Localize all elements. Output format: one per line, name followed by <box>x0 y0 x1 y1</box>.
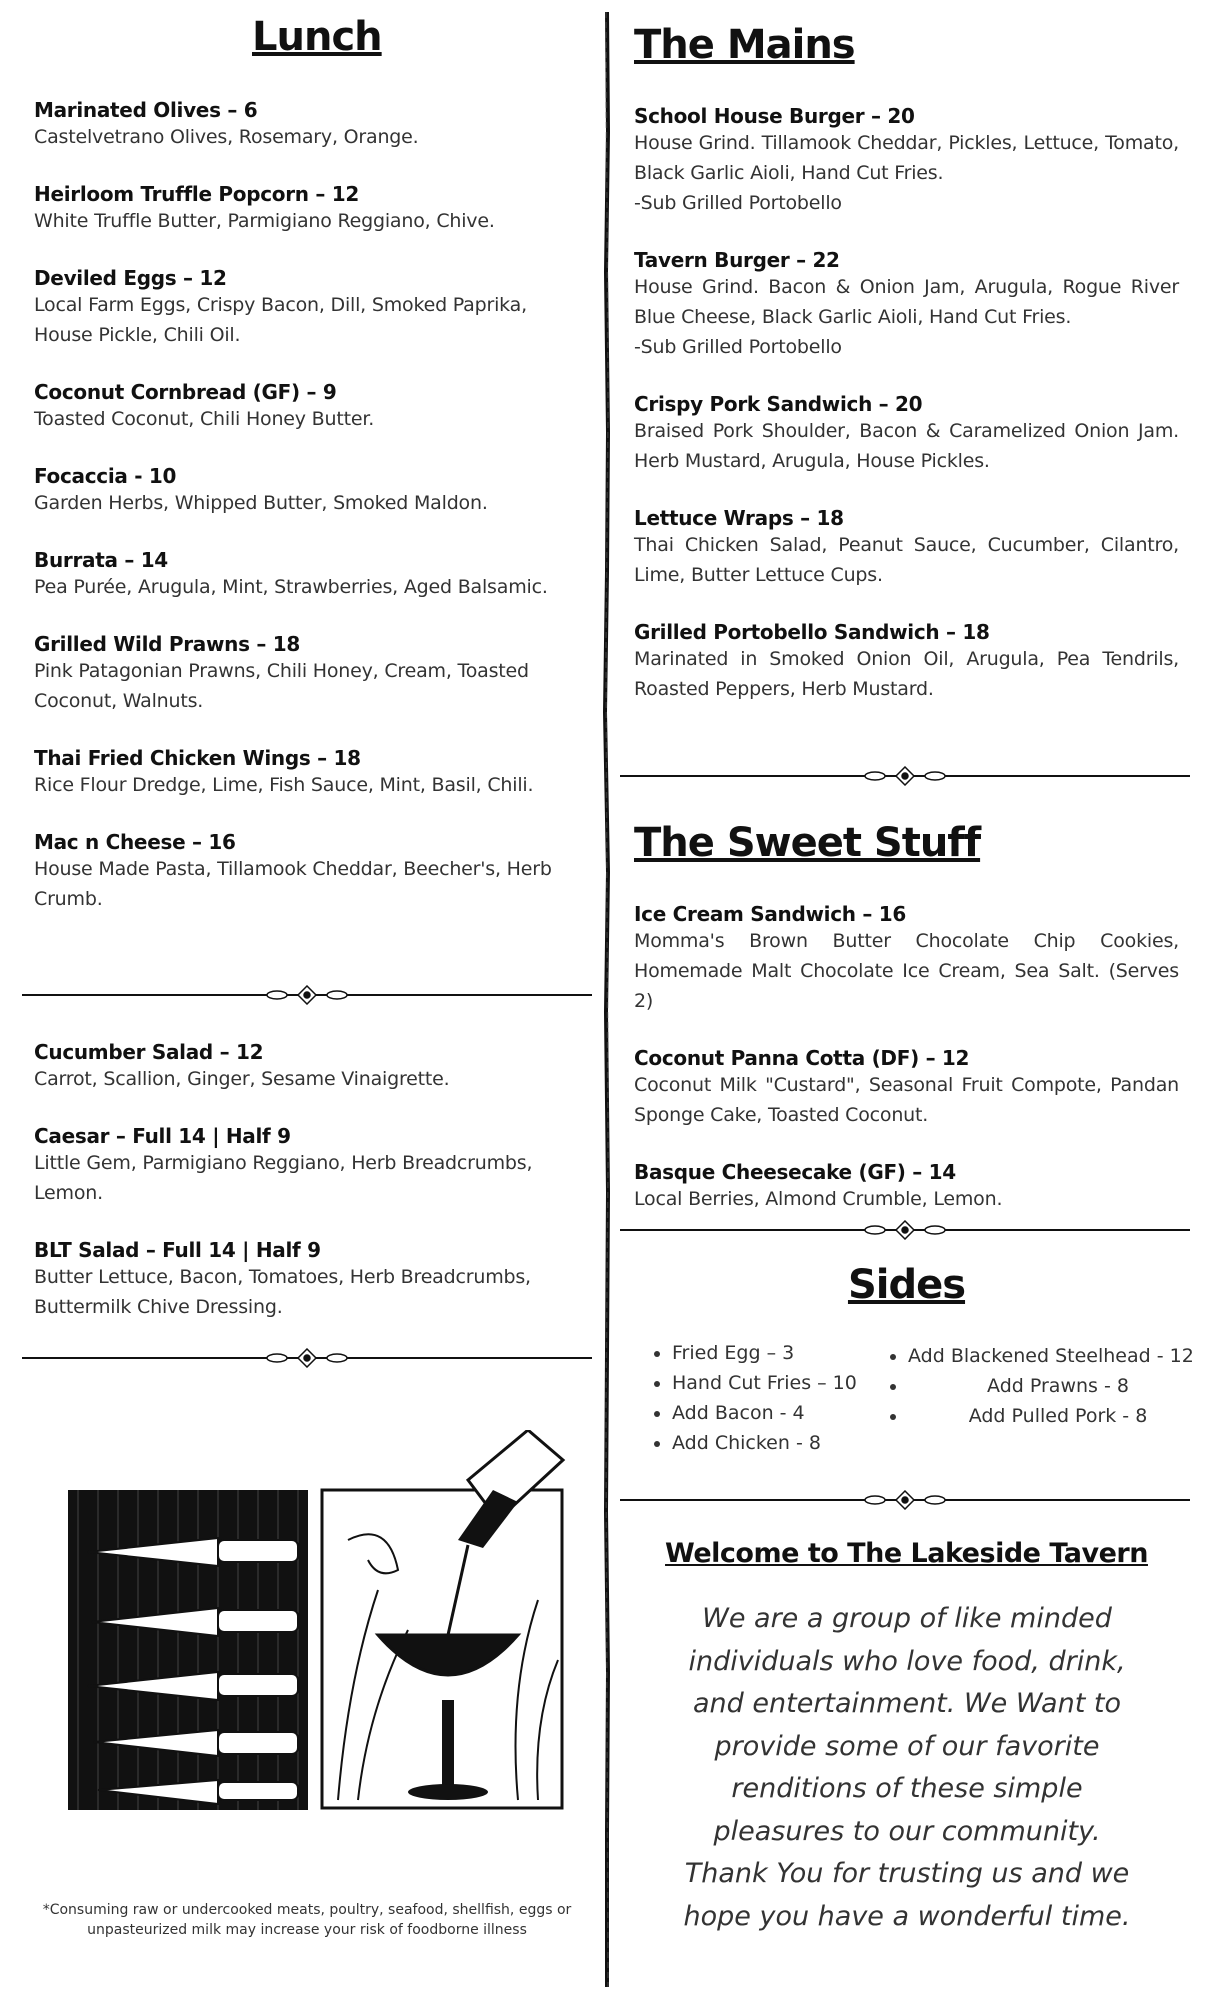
menu-item-description: Coconut Milk "Custard", Seasonal Fruit Compote, Pandan Sponge Cake, Toasted Coconut. <box>634 1074 1179 1126</box>
side-item: • Hand Cut Fries – 10 <box>672 1368 902 1398</box>
menu-item <box>34 548 566 602</box>
menu-item <box>634 248 1179 362</box>
mains-title: The Mains <box>634 22 855 68</box>
menu-item <box>34 98 566 152</box>
menu-item-name: Deviled Eggs – 12 <box>34 266 227 290</box>
sides-list-left <box>636 1338 902 1458</box>
menu-item-name: Ice Cream Sandwich – 16 <box>634 902 906 926</box>
menu-item-name: Basque Cheesecake (GF) – 14 <box>634 1160 956 1184</box>
salad-list <box>34 1040 566 1352</box>
menu-item-description: House Made Pasta, Tillamook Cheddar, Beecher's, Herb Crumb. <box>34 858 552 910</box>
side-item: • Add Bacon - 4 <box>672 1398 902 1428</box>
menu-item-description: Garden Herbs, Whipped Butter, Smoked Maldon. <box>34 492 488 514</box>
menu-item-description: House Grind. Tillamook Cheddar, Pickles, Lettuce, Tomato, Black Garlic Aioli, Hand Cut Fries. <box>634 132 1179 184</box>
side-item: • Add Prawns - 8 <box>908 1371 1208 1401</box>
menu-item-name: Mac n Cheese – 16 <box>34 830 236 854</box>
menu-item <box>34 380 566 434</box>
sides-title: Sides <box>847 1262 966 1308</box>
welcome-title: Welcome to The Lakeside Tavern <box>665 1538 1148 1569</box>
sweets-title: The Sweet Stuff <box>634 820 981 866</box>
menu-item-name: Lettuce Wraps – 18 <box>634 506 844 530</box>
menu-item <box>634 392 1179 476</box>
menu-item-description: Thai Chicken Salad, Peanut Sauce, Cucumber, Cilantro, Lime, Butter Lettuce Cups. <box>634 534 1179 586</box>
menu-item-name: School House Burger – 20 <box>634 104 915 128</box>
menu-item <box>34 464 566 518</box>
menu-item-description: Castelvetrano Olives, Rosemary, Orange. <box>34 126 419 148</box>
menu-item <box>34 266 566 350</box>
side-item: • Fried Egg – 3 <box>672 1338 902 1368</box>
menu-item <box>34 182 566 236</box>
sweets-list <box>634 902 1179 1244</box>
menu-item-name: Thai Fried Chicken Wings – 18 <box>34 746 361 770</box>
menu-item-description: Pink Patagonian Prawns, Chili Honey, Cream, Toasted Coconut, Walnuts. <box>34 660 529 712</box>
menu-item-description: Momma's Brown Butter Chocolate Chip Cookies, Homemade Malt Chocolate Ice Cream, Sea Salt. (Serves 2) <box>634 930 1179 1012</box>
ornament-divider-5 <box>620 1490 1190 1510</box>
knives-illustration <box>68 1490 308 1810</box>
menu-item-substitution: -Sub Grilled Portobello <box>634 336 842 358</box>
menu-item <box>34 746 566 800</box>
menu-item <box>634 902 1179 1016</box>
side-item: • Add Pulled Pork - 8 <box>908 1401 1208 1431</box>
menu-item <box>634 1046 1179 1130</box>
menu-item-name: Crispy Pork Sandwich – 20 <box>634 392 923 416</box>
menu-item-name: Coconut Panna Cotta (DF) – 12 <box>634 1046 970 1070</box>
menu-item <box>34 632 566 716</box>
menu-item-name: Grilled Wild Prawns – 18 <box>34 632 300 656</box>
menu-item-description: Local Farm Eggs, Crispy Bacon, Dill, Smoked Paprika, House Pickle, Chili Oil. <box>34 294 527 346</box>
ornament-divider-3 <box>620 766 1190 786</box>
menu-item-name: Tavern Burger – 22 <box>634 248 840 272</box>
menu-item <box>34 1040 566 1094</box>
mains-list <box>634 104 1179 734</box>
ornament-divider-2 <box>22 1348 592 1368</box>
menu-item-name: BLT Salad – Full 14 | Half 9 <box>34 1238 321 1262</box>
menu-item-name: Cucumber Salad – 12 <box>34 1040 264 1064</box>
menu-item <box>34 1238 566 1322</box>
menu-item-description: Marinated in Smoked Onion Oil, Arugula, Pea Tendrils, Roasted Peppers, Herb Mustard. <box>634 648 1179 700</box>
ornament-divider-4 <box>620 1220 1190 1240</box>
menu-item-name: Grilled Portobello Sandwich – 18 <box>634 620 990 644</box>
menu-item-description: Braised Pork Shoulder, Bacon & Caramelized Onion Jam. Herb Mustard, Arugula, House Pickles. <box>634 420 1179 472</box>
menu-item-substitution: -Sub Grilled Portobello <box>634 192 842 214</box>
side-item: • Add Chicken - 8 <box>672 1428 902 1458</box>
menu-item-name: Coconut Cornbread (GF) – 9 <box>34 380 337 404</box>
menu-item-description: Local Berries, Almond Crumble, Lemon. <box>634 1188 1003 1210</box>
welcome-text: We are a group of like minded individuals who love food, drink, and entertainment. We Want to provide some of our favorite renditions of these simple pleasures to our community. Thank You for trusting us and we hope you have a wonderful time. <box>683 1603 1131 1932</box>
menu-item <box>34 1124 566 1208</box>
menu-item-name: Focaccia - 10 <box>34 464 177 488</box>
menu-item-name: Heirloom Truffle Popcorn – 12 <box>34 182 359 206</box>
menu-item-name: Marinated Olives – 6 <box>34 98 258 122</box>
side-item: • Add Blackened Steelhead - 12 <box>908 1341 1208 1371</box>
menu-item-description: Little Gem, Parmigiano Reggiano, Herb Breadcrumbs, Lemon. <box>34 1152 533 1204</box>
column-divider <box>602 12 612 1987</box>
lunch-title: Lunch <box>252 14 382 60</box>
food-safety-disclaimer: *Consuming raw or undercooked meats, poultry, seafood, shellfish, eggs or unpasteurized milk may increase your risk of foodborne illness <box>42 1902 572 1938</box>
sides-list-right <box>872 1341 1208 1431</box>
ornament-divider-1 <box>22 985 592 1005</box>
menu-item <box>634 1160 1179 1214</box>
menu-item-description: Carrot, Scallion, Ginger, Sesame Vinaigrette. <box>34 1068 450 1090</box>
menu-item-description: Rice Flour Dredge, Lime, Fish Sauce, Mint, Basil, Chili. <box>34 774 534 796</box>
menu-item-description: Pea Purée, Arugula, Mint, Strawberries, Aged Balsamic. <box>34 576 548 598</box>
menu-item <box>634 620 1179 704</box>
menu-item-name: Burrata – 14 <box>34 548 168 572</box>
menu-item <box>634 104 1179 218</box>
menu-item-description: Butter Lettuce, Bacon, Tomatoes, Herb Breadcrumbs, Buttermilk Chive Dressing. <box>34 1266 531 1318</box>
lunch-list <box>34 98 566 944</box>
menu-item <box>634 506 1179 590</box>
menu-item-description: White Truffle Butter, Parmigiano Reggiano, Chive. <box>34 210 495 232</box>
menu-item-name: Caesar – Full 14 | Half 9 <box>34 1124 291 1148</box>
menu-item <box>34 830 566 914</box>
cocktail-illustration <box>318 1430 568 1810</box>
menu-item-description: Toasted Coconut, Chili Honey Butter. <box>34 408 375 430</box>
menu-item-description: House Grind. Bacon & Onion Jam, Arugula, Rogue River Blue Cheese, Black Garlic Aioli, Hand Cut Fries. <box>634 276 1179 328</box>
